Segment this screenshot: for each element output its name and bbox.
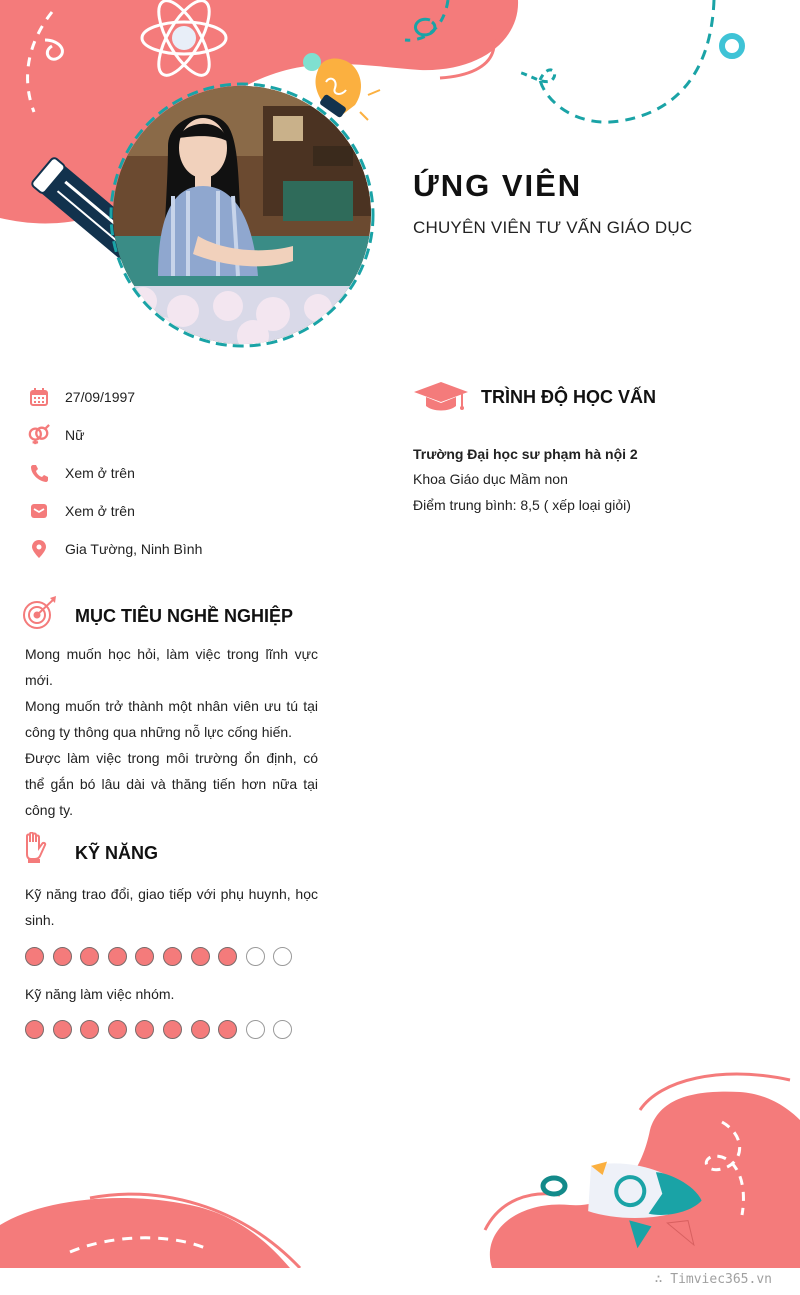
hand-icon <box>24 832 48 869</box>
faculty-name: Khoa Giáo dục Mầm non <box>413 471 568 487</box>
info-phone <box>28 461 135 485</box>
avatar <box>113 86 371 344</box>
rating-dot-filled <box>80 947 99 966</box>
objective-title: MỤC TIÊU NGHỀ NGHIỆP <box>75 606 294 626</box>
education-title: TRÌNH ĐỘ HỌC VẤN <box>481 387 656 407</box>
rating-dot-filled <box>135 1020 154 1039</box>
rating-dot-filled <box>191 1020 210 1039</box>
birthdate-value: 27/09/1997 <box>65 389 136 405</box>
rating-dot-filled <box>218 1020 237 1039</box>
gender-icon <box>28 424 50 446</box>
rating-dot-filled <box>80 1020 99 1039</box>
rating-dot-filled <box>25 1020 44 1039</box>
target-icon <box>22 596 58 635</box>
school-name-text: Trường Đại học sư phạm hà nội 2 <box>413 446 638 462</box>
skill-name: Kỹ năng trao đổi, giao tiếp với phụ huynh, học sinh. <box>25 886 318 928</box>
gender-value: Nữ <box>65 427 85 443</box>
skill-rating <box>25 1020 301 1039</box>
skill-name: Kỹ năng làm việc nhóm. <box>25 986 175 1002</box>
rating-dot-filled <box>108 947 127 966</box>
info-email <box>28 499 135 523</box>
phone-value: Xem ở trên <box>65 465 135 481</box>
brand-watermark: ∴ Timviec365.vn <box>654 1272 772 1287</box>
gpa: Điểm trung bình: 8,5 ( xếp loại giỏi) <box>413 497 631 513</box>
rating-dot-filled <box>25 947 44 966</box>
info-address <box>28 537 202 561</box>
job-title: CHUYÊN VIÊN TƯ VẤN GIÁO DỤC <box>413 218 693 237</box>
rating-dot-empty <box>273 1020 292 1039</box>
rating-dot-filled <box>108 1020 127 1039</box>
rating-dot-filled <box>53 947 72 966</box>
rating-dot-filled <box>135 947 154 966</box>
calendar-icon <box>28 386 50 408</box>
info-gender <box>28 423 84 447</box>
address-value: Gia Tường, Ninh Bình <box>65 541 203 557</box>
location-pin-icon <box>28 538 50 560</box>
skill-rating <box>25 947 301 966</box>
school-name <box>413 446 638 462</box>
phone-icon <box>28 462 50 484</box>
email-value: Xem ở trên <box>65 503 135 519</box>
candidate-name: ỨNG VIÊN <box>413 168 583 203</box>
skills-title: KỸ NĂNG <box>75 843 159 863</box>
rating-dot-empty <box>246 1020 265 1039</box>
rating-dot-filled <box>163 947 182 966</box>
graduation-cap-icon <box>413 380 469 419</box>
rating-dot-filled <box>191 947 210 966</box>
rating-dot-empty <box>273 947 292 966</box>
info-birthdate <box>28 385 135 409</box>
rating-dot-filled <box>53 1020 72 1039</box>
rating-dot-filled <box>163 1020 182 1039</box>
objective-text: Mong muốn học hỏi, làm việc trong lĩnh vực mới. Mong muốn trở thành một nhân viên ưu tú tại công ty thông qua những nỗ lực cống hiến. Được làm việc trong môi trường ổn định, có thể gắn bó lâu dài và thăng tiến hơn nữa tại công ty. <box>25 646 318 818</box>
rating-dot-filled <box>218 947 237 966</box>
rating-dot-empty <box>246 947 265 966</box>
mail-icon <box>28 500 50 522</box>
